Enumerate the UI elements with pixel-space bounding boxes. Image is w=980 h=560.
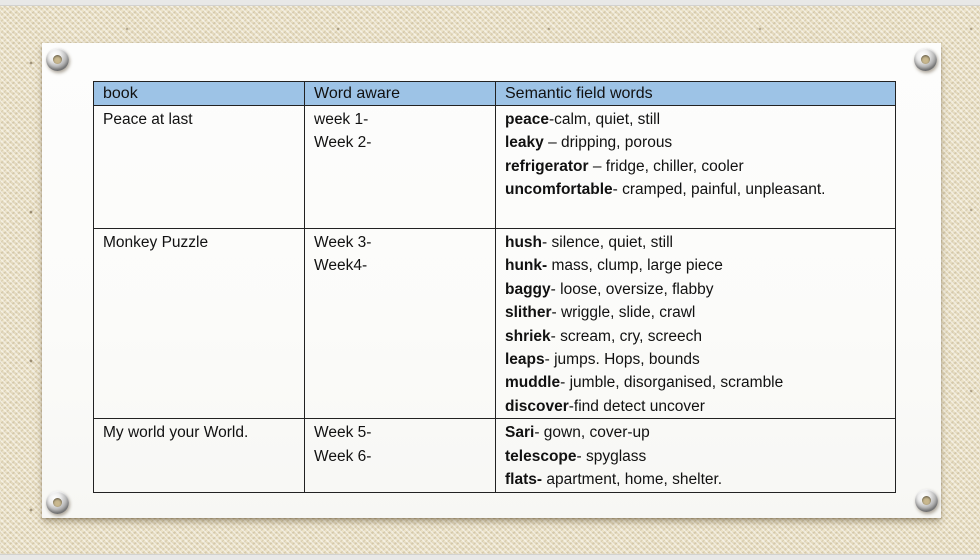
synonyms: - spyglass — [576, 447, 647, 465]
term: uncomfortable — [505, 181, 613, 199]
term: leaky — [505, 134, 544, 152]
grommet-icon — [46, 491, 69, 514]
word-line — [505, 254, 887, 277]
synonyms: – fridge, chiller, cooler — [588, 157, 744, 175]
word-line — [505, 468, 887, 491]
synonyms: -calm, quiet, still — [548, 111, 661, 128]
term: baggy — [505, 280, 551, 298]
word-line — [505, 231, 887, 254]
word-line — [505, 301, 887, 324]
week-line: Week 5- — [314, 424, 372, 442]
word-line — [505, 445, 887, 468]
vocab-table — [93, 81, 896, 493]
letterbox-bar-bottom — [0, 554, 980, 560]
synonyms: - jumps. Hops, bounds — [544, 351, 700, 369]
synonyms: -find detect uncover — [568, 397, 705, 415]
table-row — [94, 419, 896, 493]
word-line — [505, 278, 887, 301]
word-line — [505, 348, 887, 371]
word-line — [505, 178, 887, 201]
weeks-cell — [305, 229, 496, 419]
header-semantic-field-words: Semantic field words — [496, 82, 896, 106]
term: Sari — [505, 424, 535, 442]
term: hunk- — [505, 257, 548, 275]
term: muddle — [505, 374, 561, 392]
table-row — [94, 106, 896, 229]
synonyms: - scream, cry, screech — [550, 327, 702, 345]
week-line: Week 6- — [314, 447, 372, 465]
grommet-icon — [915, 489, 938, 512]
header-book: book — [94, 82, 305, 106]
word-line — [505, 108, 887, 131]
table-header-row — [94, 82, 896, 106]
word-line — [505, 155, 887, 178]
word-line — [505, 421, 887, 444]
synonyms: - loose, oversize, flabby — [550, 280, 714, 298]
week-line: week 1- — [314, 111, 369, 128]
grommet-icon — [46, 48, 69, 71]
words-cell — [496, 229, 896, 419]
header-word-aware: Word aware — [305, 82, 496, 106]
term: slither — [505, 304, 552, 322]
book-cell: My world your World. — [94, 419, 305, 493]
synonyms: – dripping, porous — [543, 134, 673, 152]
grommet-icon — [914, 48, 937, 71]
term: peace — [505, 111, 549, 128]
term: shriek — [505, 327, 551, 345]
word-line — [505, 131, 887, 154]
book-cell: Peace at last — [94, 106, 305, 229]
synonyms: - jumble, disorganised, scramble — [560, 374, 784, 392]
pinned-card — [42, 43, 941, 518]
term: telescope — [505, 447, 577, 465]
word-line — [505, 395, 887, 418]
slide-canvas — [0, 6, 980, 554]
term: refrigerator — [505, 157, 589, 175]
synonyms: - cramped, painful, unpleasant. — [612, 181, 826, 199]
synonyms: apartment, home, shelter. — [542, 471, 723, 489]
week-line: Week 2- — [314, 134, 372, 152]
term: flats- — [505, 471, 543, 489]
weeks-cell — [305, 106, 496, 229]
synonyms: - wriggle, slide, crawl — [551, 304, 696, 322]
book-cell: Monkey Puzzle — [94, 229, 305, 419]
words-cell — [496, 419, 896, 493]
words-cell — [496, 106, 896, 229]
word-line — [505, 371, 887, 394]
weeks-cell — [305, 419, 496, 493]
word-line — [505, 325, 887, 348]
synonyms: - silence, quiet, still — [542, 234, 673, 251]
table-row — [94, 229, 896, 419]
week-line: Week 3- — [314, 234, 372, 251]
term: discover — [505, 397, 569, 415]
synonyms: mass, clump, large piece — [547, 257, 723, 275]
week-line: Week4- — [314, 257, 368, 275]
term: leaps — [505, 351, 545, 369]
term: hush — [505, 234, 543, 251]
synonyms: - gown, cover-up — [534, 424, 650, 442]
